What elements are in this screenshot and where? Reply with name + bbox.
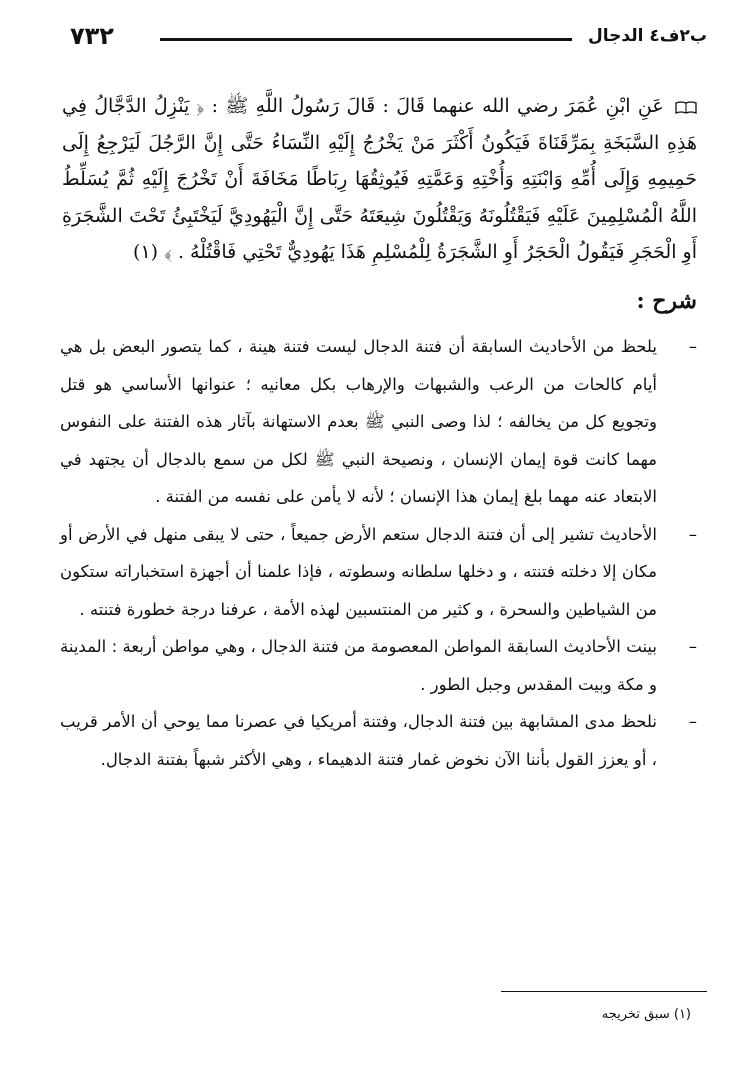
chapter-title: ب٢ف٤ الدجال: [588, 26, 707, 46]
book-icon: [675, 101, 697, 114]
list-item-text: نلحظ مدى المشابهة بين فتنة الدجال، وفتنة أمريكيا في عصرنا مما يوحي أن الأمر قريب ، أو يعزز القول بأننا الآن نخوض غمار فتنة الدهيماء ، وهي الأكثر شبهاً بفتنة الدجال.: [60, 712, 657, 769]
hadith-text: [62, 88, 697, 271]
list-item: [60, 328, 697, 516]
hadith-body: عَنِ ابْنِ عُمَرَ رضي الله عنهما قَالَ : قَالَ رَسُولُ اللَّهِ ﷺ : ﴿ يَنْزِلُ الدَّجَّالُ فِي هَذِهِ السَّبَخَةِ بِمَرِّقَنَاةَ فَيَكُونُ أَكْثَرَ مَنْ يَخْرُجُ إِلَيْهِ النِّسَاءُ حَتَّى إِنَّ الرَّجُلَ لَيَرْجِعُ إِلَى حَمِيمِهِ وَإِلَى أُمِّهِ وَابْنَتِهِ وَأُخْتِهِ وَعَمَّتِهِ فَيُوثِقُهَا رِبَاطًا مَخَافَةَ أَنْ تَخْرُجَ إِلَيْهِ ثُمَّ يُسَلِّطُ اللَّهُ الْمُسْلِمِينَ عَلَيْهِ فَيَقْتُلُونَهُ وَيَقْتُلُونَ شِيعَتَهُ حَتَّى إِنَّ الْيَهُودِيَّ لَيَخْتَبِئُ تَحْتَ الشَّجَرَةِ أَوِ الْحَجَرِ فَيَقُولُ الْحَجَرُ أَوِ الشَّجَرَةُ لِلْمُسْلِمِ هَذَا يَهُودِيٌّ تَحْتِي فَاقْتُلْهُ . ﴾: [62, 95, 697, 263]
list-dash: –: [688, 637, 697, 656]
header-rule: [160, 38, 572, 41]
list-item: [60, 628, 697, 703]
list-item: [60, 516, 697, 629]
list-item-text: بينت الأحاديث السابقة المواطن المعصومة من فتنة الدجال ، وهي مواطن أربعة : المدينة و مكة وبيت المقدس وجبل الطور .: [60, 637, 657, 694]
list-dash: –: [688, 337, 697, 356]
list-item: [60, 703, 697, 778]
page-header: [70, 22, 707, 54]
list-item-text: يلحظ من الأحاديث السابقة أن فتنة الدجال ليست فتنة هينة ، كما يتصور البعض بل هي أيام كالحات من الرعب والشبهات والإرهاب بكل معانيه ؛ عنوانها الأساسي هو قتل وتجويع كل من يخالفه ؛ لذا وصى النبي ﷺ بعدم الاستهانة بآثار هذه الفتنة على النفوس مهما كانت قوة إيمان الإنسان ، ونصيحة النبي ﷺ لكل من سمع بالدجال أن يجتهد في الابتعاد عنه مهما بلغ إيمان هذا الإنسان ؛ لأنه لا يأمن على نفسه من الفتنة .: [60, 337, 657, 506]
footnote: (١) سبق تخريجه: [601, 1007, 691, 1022]
page-number: ٧٣٢: [70, 22, 114, 50]
footnote-reference: (١): [133, 241, 159, 263]
sharh-heading: شرح :: [636, 288, 697, 314]
footnote-rule: [501, 991, 707, 992]
list-dash: –: [688, 712, 697, 731]
list-item-text: الأحاديث تشير إلى أن فتنة الدجال ستعم الأرض جميعاً ، حتى لا يبقى منهل في الأرض أو مكان إلا دخلته فتنته ، و دخلها سلطانه وسطوته ، فإذا علمنا أن أجهزة استخباراته ستكون من الشياطين والسحرة ، و كثير من المنتسبين لهذه الأمة ، عرفنا درجة خطورة فتنته .: [60, 524, 657, 619]
commentary-list: [60, 328, 697, 778]
list-dash: –: [688, 524, 697, 544]
